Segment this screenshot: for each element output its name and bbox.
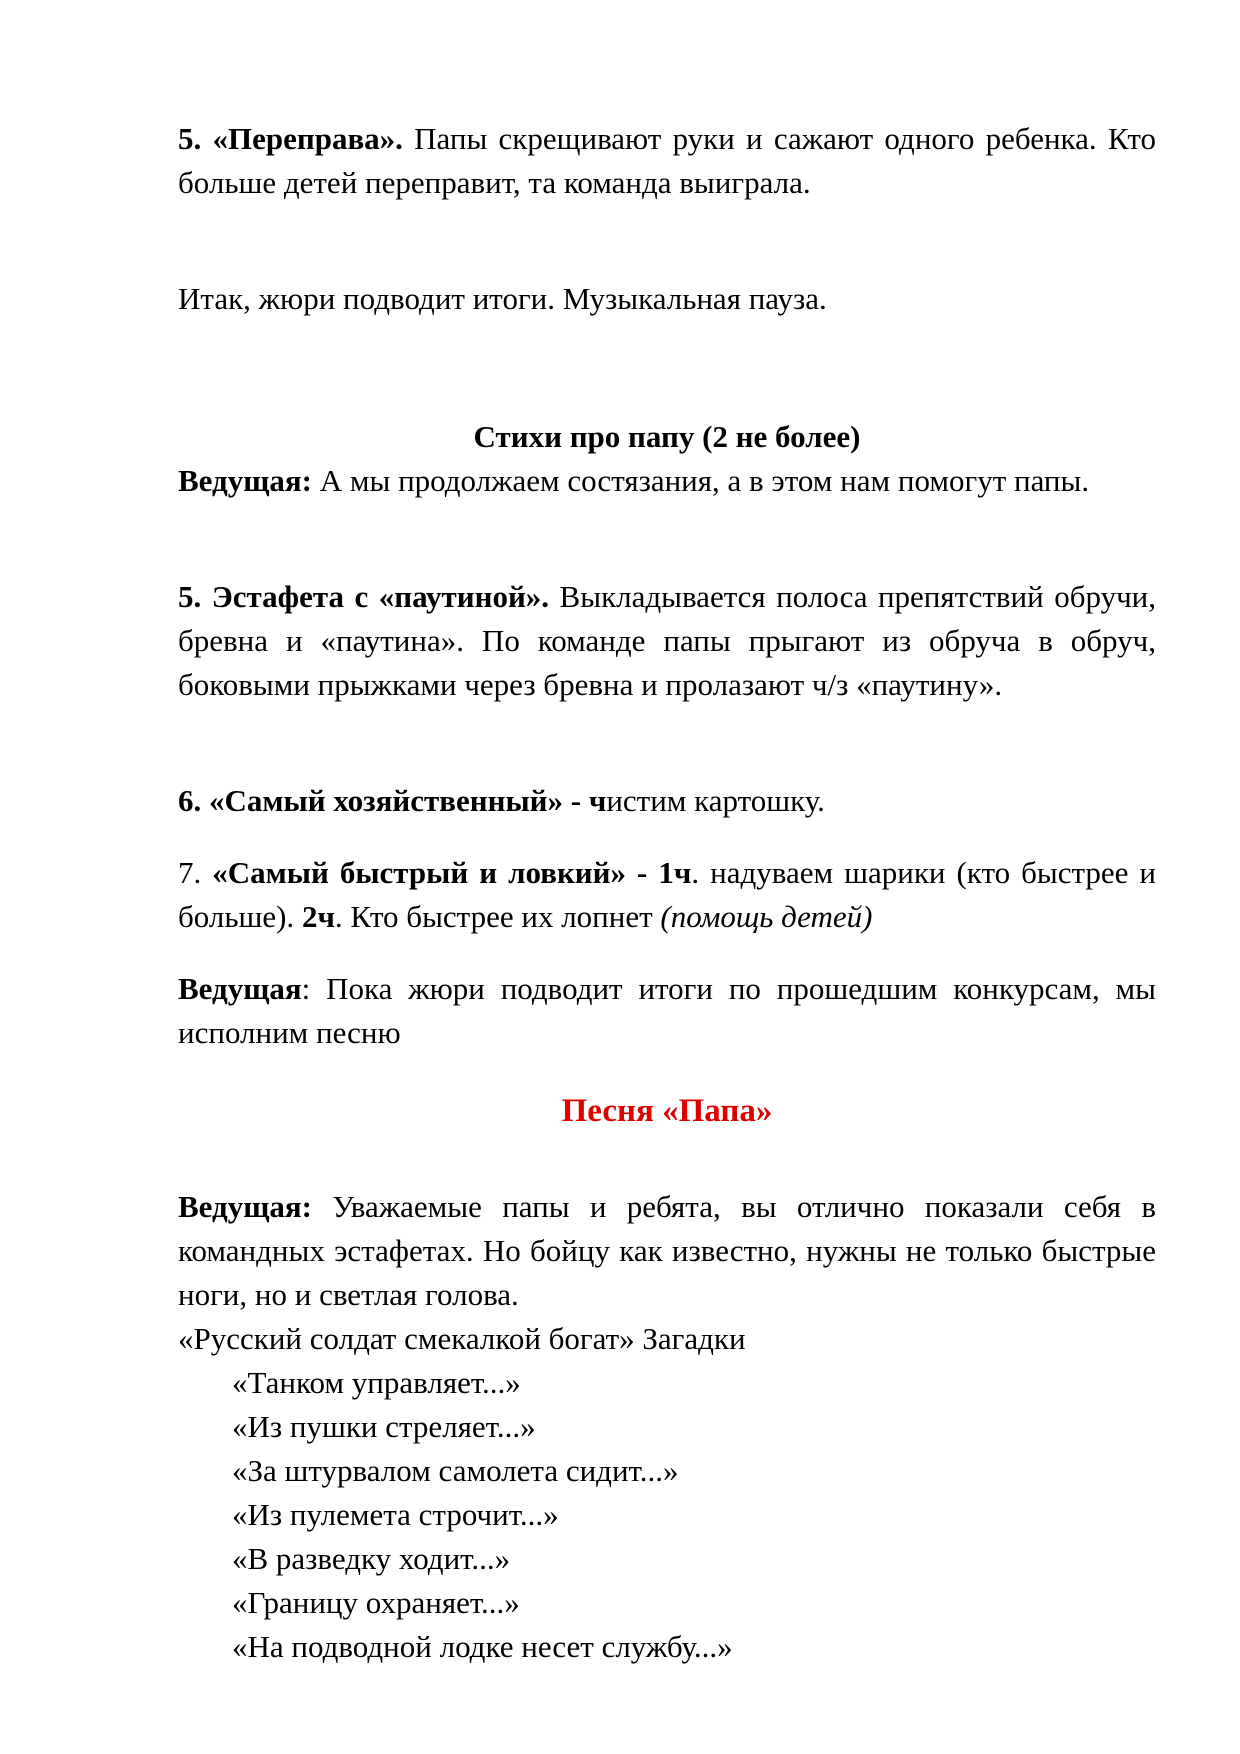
song-heading: Песня «Папа» (561, 1093, 773, 1129)
host-remark-1 (178, 459, 1156, 503)
contest-fastest-title: «Самый быстрый и ловкий» - 1ч (212, 855, 692, 890)
host-remark-3 (178, 1185, 1156, 1317)
riddles-intro: «Русский солдат смекалкой богат» Загадки (178, 1321, 746, 1356)
contest-thrifty-title: 6. «Самый хозяйственный» - ч (178, 783, 607, 818)
contest-fastest-note: (помощь детей) (660, 899, 873, 934)
contest-fastest-text2: . Кто быстрее их лопнет (334, 899, 661, 934)
host-remark-2 (178, 967, 1156, 1055)
contest-crossing (178, 117, 1156, 205)
riddle-item: «За штурвалом самолета сидит...» (232, 1453, 679, 1488)
contest-crossing-text: Папы скрещивают руки и сажают одного ребенка. Кто больше детей переправит, та команда выиграла. (178, 121, 1156, 200)
contest-crossing-title: 5. «Переправа». (178, 121, 403, 156)
contest-thrifty-text: истим картошку. (606, 783, 825, 818)
host-label: Ведущая: (178, 463, 312, 498)
riddle-item: «Из пулемета строчит...» (232, 1497, 559, 1532)
contest-fastest-number: 7. (178, 855, 213, 890)
riddles-list (232, 1361, 733, 1669)
contest-web-relay-text: Выкладывается полоса препятствий обручи, бревна и «паутина». По команде папы прыгают из обруча в обруч, боковыми прыжками через бревна и пролазают ч/з «паутину». (178, 579, 1157, 702)
riddle-item: «Танком управляет...» (232, 1365, 521, 1400)
host-remark-3-text: Уважаемые папы и ребята, вы отлично показали себя в командных эстафетах. Но бойцу как известно, нужны не только быстрые ноги, но и светлая голова. (178, 1189, 1156, 1312)
contest-web-relay (178, 575, 1156, 707)
riddle-item: «Границу охраняет...» (232, 1585, 520, 1620)
host-label: Ведущая (178, 971, 302, 1006)
contest-fastest-text1: . надуваем шарики (кто быстрее и больше). (178, 855, 1157, 934)
jury-pause-line: Итак, жюри подводит итоги. Музыкальная пауза. (178, 281, 827, 316)
contest-thrifty (178, 779, 1156, 823)
contest-fastest-part2: 2ч (301, 899, 335, 934)
host-label: Ведущая: (178, 1189, 312, 1224)
host-remark-2-text: : Пока жюри подводит итоги по прошедшим конкурсам, мы исполним песню (178, 971, 1156, 1050)
riddle-item: «В разведку ходит...» (232, 1541, 511, 1576)
riddle-item: «Из пушки стреляет...» (232, 1409, 536, 1444)
contest-fastest (178, 851, 1156, 939)
riddle-item: «На подводной лодке несет службу...» (232, 1629, 733, 1664)
contest-web-relay-title: 5. Эстафета с «паутиной». (178, 579, 550, 614)
poems-heading: Стихи про папу (2 не более) (473, 419, 861, 454)
host-remark-1-text: А мы продолжаем состязания, а в этом нам помогут папы. (311, 463, 1090, 498)
